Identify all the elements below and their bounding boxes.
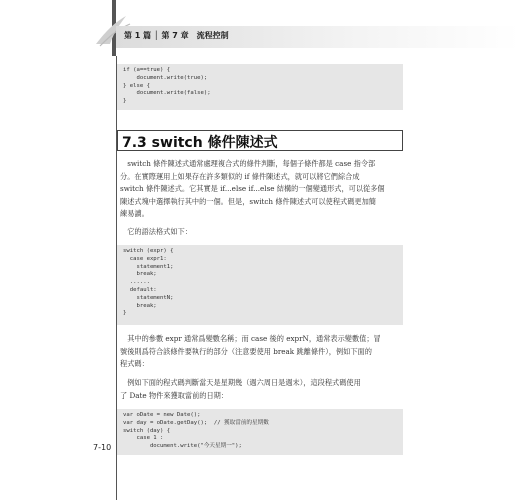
code-line: document.write("今天星期一");: [123, 443, 242, 450]
paragraph-params: [120, 333, 410, 371]
text-line: 練易讀。: [120, 209, 149, 219]
code-line: } else {: [123, 82, 150, 89]
code-line: document.write(false);: [123, 90, 211, 97]
code-line: ......: [123, 279, 150, 286]
section-heading-box: [117, 130, 403, 151]
code-block-switch-syntax: [117, 245, 403, 325]
paragraph-syntax-intro: [120, 226, 410, 239]
text-line: 例如下面的程式碼判斷當天是星期幾（週六周日是週末），這段程式碼使用: [120, 378, 361, 387]
text-line: switch 條件陳述式通常處理複合式的條件判斷，每個子條件都是 case 指令部: [120, 159, 376, 168]
text-line: 分。在實際運用上如果存在許多類似的 if 條件陳述式，就可以將它們綜合成: [120, 171, 360, 181]
code-line: break;: [123, 271, 157, 278]
code-line: }: [123, 98, 127, 105]
code-line: switch (day) {: [123, 427, 171, 434]
code-line: case expr1:: [123, 255, 167, 262]
text-line: 號後則爲符合該條件要執行的部分（注意要使用 break 跳離條件），例如下面的: [120, 346, 372, 356]
code-line: if (a==true) {: [123, 67, 171, 73]
running-header: [116, 26, 520, 48]
code-line: statementN;: [123, 294, 174, 301]
text-line: 程式碼：: [120, 359, 149, 369]
page-number: 7-10: [93, 443, 112, 452]
running-header-text: 第 1 篇 │ 第 7 章 流程控制: [124, 31, 229, 40]
text-line: 陳述式塊中選擇執行其中的一個。但是，switch 條件陳述式可以使程式碼更加簡: [120, 196, 376, 206]
paragraph-example-intro: [120, 377, 410, 402]
code-line: statement1;: [123, 263, 174, 270]
text-line: 其中的參數 expr 通常爲變數名稱；而 case 後的 exprN，通常表示變數值；冒: [120, 334, 381, 343]
code-line: switch (expr) {: [123, 248, 174, 254]
text-line: 了 Date 物件來獲取當前的日期：: [120, 390, 229, 400]
code-line: default:: [123, 286, 157, 293]
code-line: }: [123, 310, 127, 317]
code-line: case 1 :: [123, 435, 164, 442]
paragraph-intro: [120, 158, 410, 221]
section-title: 7.3 switch 條件陳述式: [122, 135, 278, 151]
code-block-date-example: [117, 409, 403, 455]
code-line: var day = oDate.getDay(); // 獲取當前的星期數: [123, 419, 269, 426]
text-line: 它的語法格式如下：: [120, 227, 192, 236]
code-line: var oDate = new Date();: [123, 412, 201, 418]
code-line: document.write(true);: [123, 74, 208, 81]
code-line: break;: [123, 302, 157, 309]
text-line: switch 條件陳述式。它其實是 if...else if...else 結構的一個變通形式，可以從多個: [120, 184, 385, 194]
code-block-if-else: [117, 64, 403, 110]
